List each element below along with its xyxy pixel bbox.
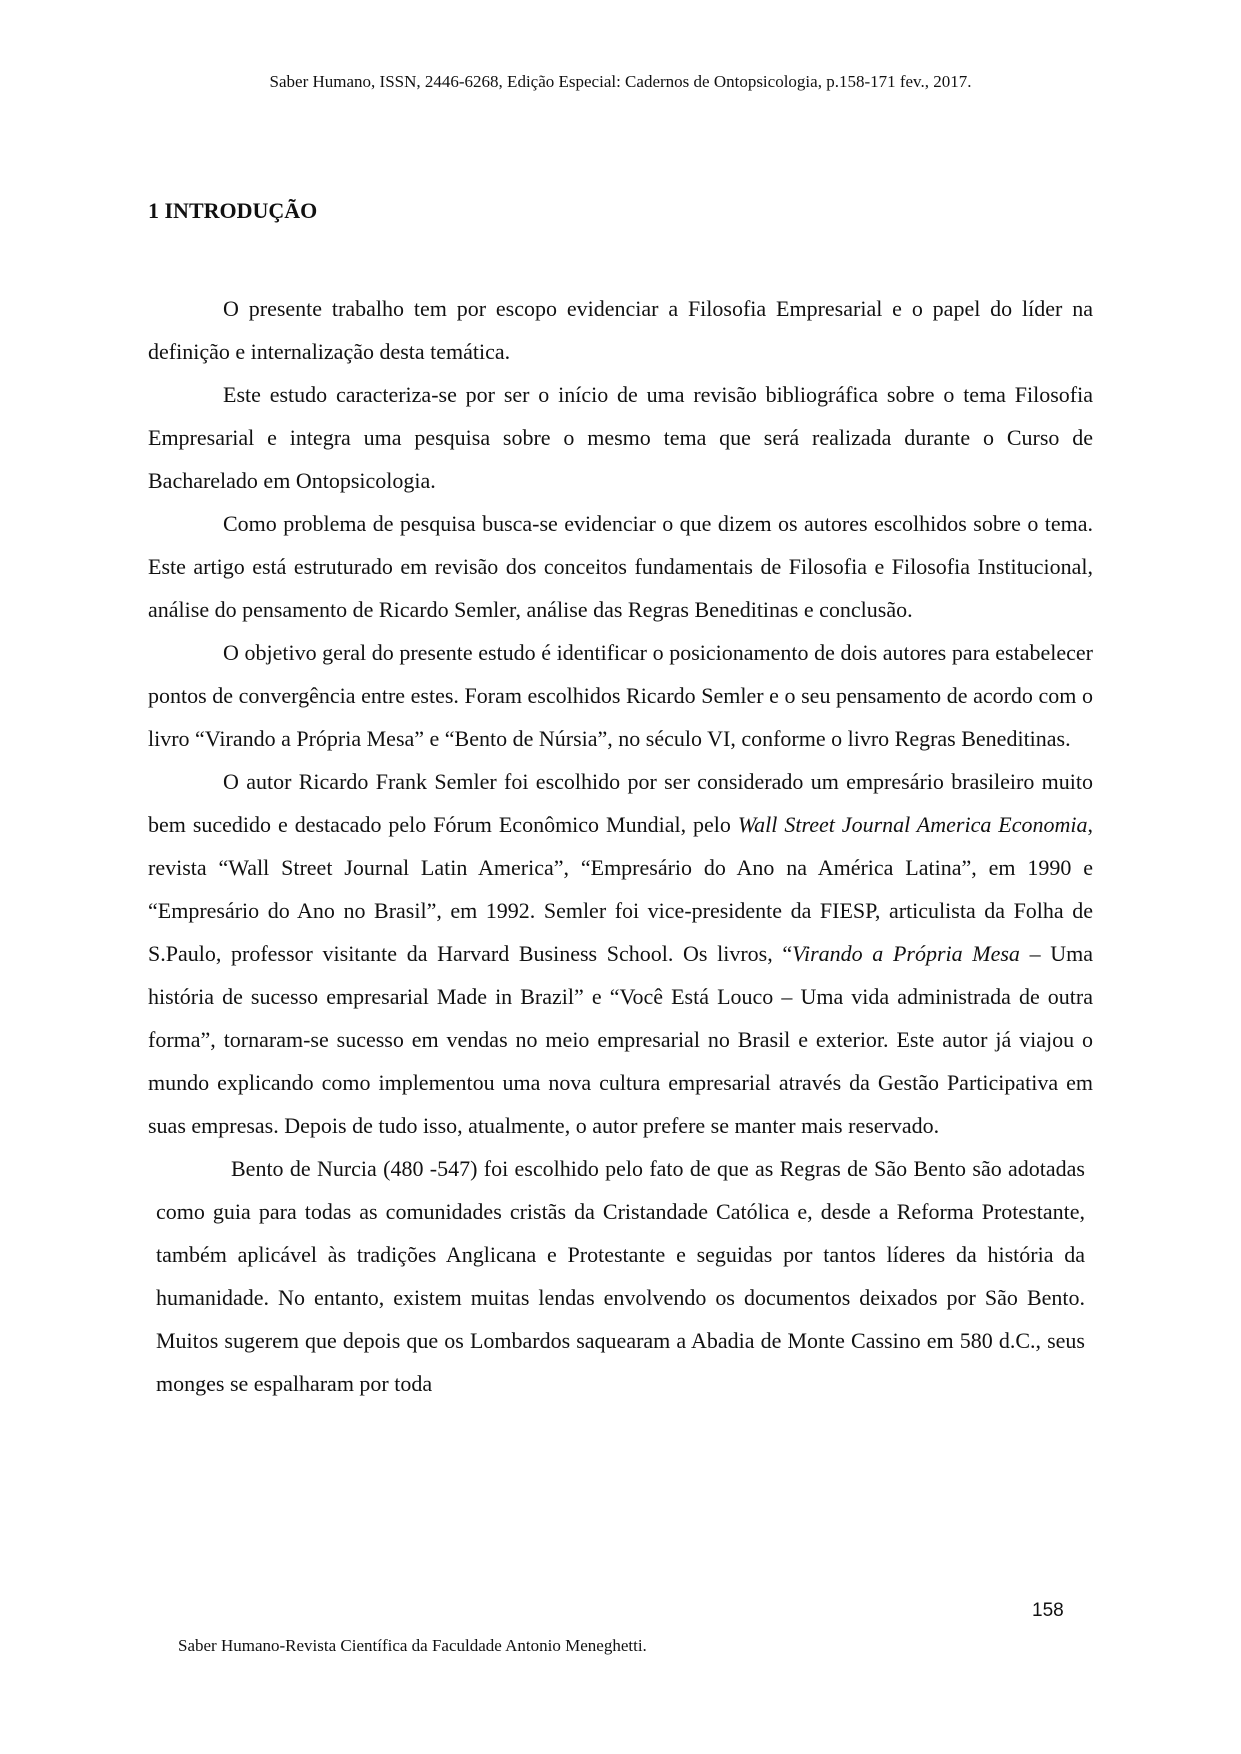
semler-text-1: O autor Ricardo Frank Semler foi escolhido por ser considerado um empresário brasileiro muito bem sucedido e destacado pelo Fórum Econômico Mundial, pelo <box>148 769 1093 837</box>
paragraph-purpose: O presente trabalho tem por escopo evidenciar a Filosofia Empresarial e o papel do líder na definição e internalização desta temática. <box>148 296 1093 364</box>
semler-italic-journal: Wall Street Journal America Economia <box>737 812 1088 837</box>
paragraph-research-problem: Como problema de pesquisa busca-se evidenciar o que dizem os autores escolhidos sobre o tema. Este artigo está estruturado em revisão dos conceitos fundamentais de Filosofia e Filosofia Institucional, análise do pensamento de Ricardo Semler, análise das Regras Beneditinas e conclusão. <box>148 511 1093 622</box>
semler-text-3: – Uma história de sucesso empresarial Made in Brazil” e “Você Está Louco – Uma vida administrada de outra forma”, tornaram-se sucesso em vendas no meio empresarial no Brasil e exterior. Este autor já viajou o mundo explicando como implementou uma nova cultura empresarial através da Gestão Participativa em suas empresas. Depois de tudo isso, atualmente, o autor prefere se manter mais reservado. <box>148 941 1094 1138</box>
page-number: 158 <box>1032 1600 1064 1621</box>
body-text <box>148 287 1093 1405</box>
footer-journal: Saber Humano-Revista Científica da Faculdade Antonio Meneghetti. <box>178 1636 647 1655</box>
paragraph-study-nature: Este estudo caracteriza-se por ser o início de uma revisão bibliográfica sobre o tema Filosofia Empresarial e integra uma pesquisa sobre o mesmo tema que será realizada durante o Curso de Bacharelado em Ontopsicologia. <box>148 382 1093 493</box>
paragraph-semler <box>148 760 1093 1147</box>
running-header: Saber Humano, ISSN, 2446-6268, Edição Especial: Cadernos de Ontopsicologia, p.158-171 fev., 2017. <box>269 72 972 91</box>
section-title: 1 INTRODUÇÃO <box>148 198 318 223</box>
semler-text-2: , revista “Wall Street Journal Latin America”, “Empresário do Ano na América Latina”, em 1990 e “Empresário do Ano no Brasil”, em 1992. Semler foi vice-presidente da FIESP, articulista da Folha de S.Paulo, professor visitante da Harvard Business School. Os livros, “ <box>148 812 1093 966</box>
paragraph-general-objective: O objetivo geral do presente estudo é identificar o posicionamento de dois autores para estabelecer pontos de convergência entre estes. Foram escolhidos Ricardo Semler e o seu pensamento de acordo com o livro “Virando a Própria Mesa” e “Bento de Núrsia”, no século VI, conforme o livro Regras Beneditinas. <box>148 640 1093 751</box>
paragraph-bento: Bento de Nurcia (480 -547) foi escolhido pelo fato de que as Regras de São Bento são adotadas como guia para todas as comunidades cristãs da Cristandade Católica e, desde a Reforma Protestante, também aplicável às tradições Anglicana e Protestante e seguidas por tantos líderes da história da humanidade. No entanto, existem muitas lendas envolvendo os documentos deixados por São Bento. Muitos sugerem que depois que os Lombardos saquearam a Abadia de Monte Cassino em 580 d.C., seus monges se espalharam por toda <box>156 1156 1085 1396</box>
semler-italic-book: Virando a Própria Mesa <box>792 941 1020 966</box>
